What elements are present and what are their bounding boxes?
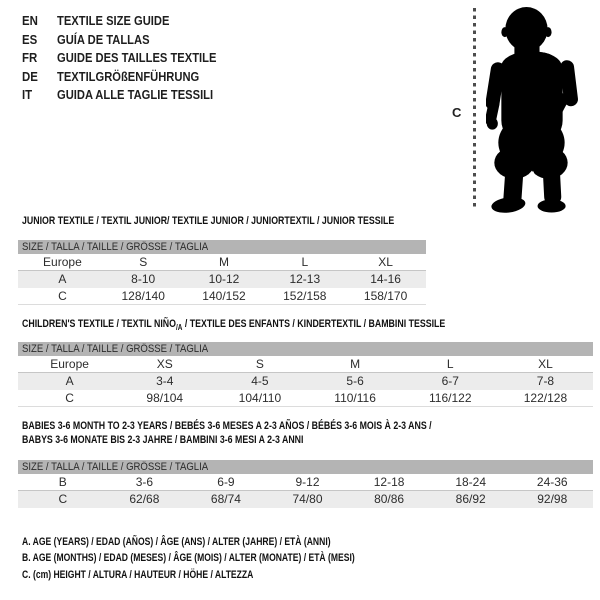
legend-line-b: B. AGE (MONTHS) / EDAD (MESES) / ÂGE (MOIS) / ALTER (MONATE) / ETÀ (MESI) <box>22 552 355 565</box>
height-cell: 158/170 <box>363 289 408 303</box>
table-row-age <box>18 271 426 288</box>
height-cell: 128/140 <box>121 289 165 303</box>
row-label: C <box>58 289 67 303</box>
children-title-post: / TEXTILE DES ENFANTS / KINDERTEXTIL / BAMBINI TESSILE <box>182 318 446 330</box>
height-cell: 122/128 <box>523 391 568 405</box>
table-row-europe <box>18 356 593 373</box>
size-table-header-label: SIZE / TALLA / TAILLE / GRÖSSE / TAGLIA <box>22 461 209 473</box>
age-cell: 12-13 <box>289 272 321 286</box>
size-cell: XS <box>156 357 173 371</box>
table-row-height <box>18 390 593 407</box>
language-code: IT <box>22 87 33 103</box>
language-code: FR <box>22 50 38 66</box>
age-cell: 3-4 <box>156 374 174 388</box>
height-cell: 68/74 <box>210 492 241 506</box>
size-table-header-label: SIZE / TALLA / TAILLE / GRÖSSE / TAGLIA <box>22 343 209 355</box>
height-cell: 86/92 <box>455 492 486 506</box>
language-row-de <box>22 68 242 87</box>
row-label: Europe <box>50 357 89 371</box>
language-title: TEXTILE SIZE GUIDE <box>57 13 170 28</box>
babies-size-table <box>18 460 593 508</box>
language-title: GUIDE DES TAILLES TEXTILE <box>57 50 217 66</box>
months-cell: 3-6 <box>135 475 154 489</box>
table-row-height <box>18 288 426 305</box>
children-section-title <box>22 318 445 332</box>
age-cell: 10-12 <box>208 272 240 286</box>
months-cell: 9-12 <box>295 475 320 489</box>
language-row-en <box>22 12 242 31</box>
height-cell: 92/98 <box>537 492 568 506</box>
height-measure-line <box>473 8 476 210</box>
language-title-list <box>22 12 242 105</box>
table-row-europe <box>18 254 426 271</box>
language-title: GUIDA ALLE TAGLIE TESSILI <box>57 87 214 103</box>
size-cell: L <box>301 255 309 269</box>
age-cell: 4-5 <box>251 374 269 388</box>
height-cell: 152/158 <box>283 289 327 303</box>
months-cell: 6-9 <box>217 475 235 489</box>
table-row-height <box>18 491 593 508</box>
age-cell: 14-16 <box>370 272 401 286</box>
size-cell: M <box>350 357 361 371</box>
size-cell: S <box>139 255 148 269</box>
height-cell: 140/152 <box>202 289 246 303</box>
row-label: Europe <box>43 255 82 269</box>
months-cell: 24-36 <box>536 475 568 489</box>
language-row-it <box>22 86 242 105</box>
age-cell: 5-6 <box>346 374 364 388</box>
height-cell: 62/68 <box>129 492 160 506</box>
language-code: DE <box>22 68 38 84</box>
size-table-header-label: SIZE / TALLA / TAILLE / GRÖSSE / TAGLIA <box>22 241 209 253</box>
children-size-table <box>18 342 593 407</box>
row-label: B <box>58 475 67 489</box>
babies-title-line2: BABYS 3-6 MONATE BIS 2-3 JAHRE / BAMBINI 3-6 MESI A 2-3 ANNI <box>22 433 304 446</box>
junior-section-title: JUNIOR TEXTILE / TEXTIL JUNIOR/ TEXTILE JUNIOR / JUNIORTEXTIL / JUNIOR TESSILE <box>22 215 395 227</box>
height-cell: 80/86 <box>374 492 405 506</box>
language-row-es <box>22 31 242 50</box>
height-measure-label: C <box>452 105 462 120</box>
children-title-pre: CHILDREN'S TEXTILE / TEXTIL NIÑO <box>22 318 176 330</box>
language-title: TEXTILGRÖßENFÜHRUNG <box>57 68 200 84</box>
age-cell: 6-7 <box>441 374 459 388</box>
size-table-header <box>18 342 593 356</box>
language-title: GUÍA DE TALLAS <box>57 31 150 47</box>
size-cell: L <box>446 357 454 371</box>
size-cell: S <box>255 357 264 371</box>
height-cell: 74/80 <box>292 492 323 506</box>
months-cell: 12-18 <box>373 475 405 489</box>
row-label: A <box>58 272 67 286</box>
size-cell: M <box>218 255 229 269</box>
age-cell: 7-8 <box>536 374 555 388</box>
height-cell: 110/116 <box>334 391 376 405</box>
row-label: C <box>58 492 68 506</box>
legend-line-a: A. AGE (YEARS) / EDAD (AÑOS) / ÂGE (ANS) / ALTER (JAHRE) / ETÀ (ANNI) <box>22 536 331 548</box>
junior-size-table <box>18 240 426 305</box>
table-row-age <box>18 373 593 390</box>
row-label: A <box>65 374 74 388</box>
babies-section-title <box>22 420 432 447</box>
height-cell: 116/122 <box>429 391 472 405</box>
size-cell: XL <box>538 357 553 371</box>
language-row-fr <box>22 49 242 68</box>
language-code: EN <box>22 13 38 28</box>
row-label: C <box>65 391 74 405</box>
age-cell: 8-10 <box>131 272 156 286</box>
children-title-sub: /A <box>175 323 183 333</box>
size-table-header <box>18 240 426 254</box>
table-row-months <box>18 474 593 491</box>
legend-line-c: C. (cm) HEIGHT / ALTURA / HAUTEUR / HÖHE / ALTEZZA <box>22 568 254 581</box>
toddler-silhouette-icon <box>486 4 582 213</box>
language-code: ES <box>22 31 38 47</box>
babies-title-line1: BABIES 3-6 MONTH TO 2-3 YEARS / BEBÉS 3-6 MESES A 2-3 AÑOS / BÉBÉS 3-6 MOIS À 2-3 ANS / <box>22 420 432 432</box>
months-cell: 18-24 <box>455 475 487 489</box>
size-cell: XL <box>378 255 393 269</box>
legend <box>22 534 449 583</box>
height-cell: 104/110 <box>238 391 282 405</box>
size-table-header <box>18 460 593 474</box>
height-cell: 98/104 <box>146 391 184 405</box>
